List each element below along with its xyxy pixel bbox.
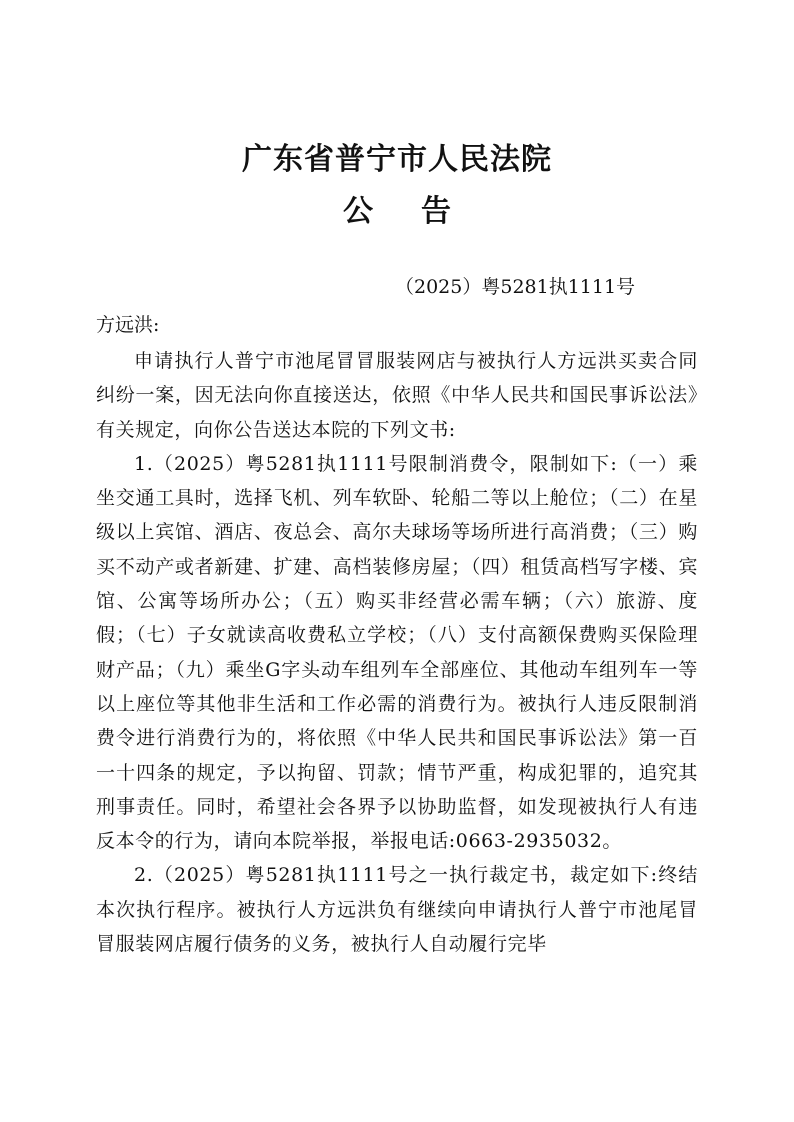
consumption-restriction-paragraph: 1.（2025）粤5281执1111号限制消费令，限制如下:（一）乘坐交通工具时，选择飞机、列车软卧、轮船二等以上舱位；（二）在星级以上宾馆、酒店、夜总会、高尔夫球场等场所进行高消费；（三）购买不动产或者新建、扩建、高档装修房屋；（四）租赁高档写字楼、宾馆、公寓等场所办公；（五）购买非经营必需车辆；（六）旅游、度假；（七）子女就读高收费私立学校；（八）支付高额保费购买保险理财产品；（九）乘坐G字头动车组列车全部座位、其他动车组列车一等以上座位等其他非生活和工作必需的消费行为。被执行人违反限制消费令进行消费行为的，将依照《中华人民共和国民事诉讼法》第一百一十四条的规定，予以拘留、罚款；情节严重，构成犯罪的，追究其刑事责任。同时，希望社会各界予以协助监督，如发现被执行人有违反本令的行为，请向本院举报，举报电话:0663-2935032。 <box>96 452 698 853</box>
document-type-title <box>0 192 794 232</box>
court-name-title: 广东省普宁市人民法院 <box>242 142 552 177</box>
intro-paragraph: 申请执行人普宁市池尾冒冒服装网店与被执行人方远洪买卖合同纠纷一案，因无法向你直接送达，依照《中华人民共和国民事诉讼法》有关规定，向你公告送达本院的下列文书: <box>96 350 698 441</box>
document-type-char-2: 告 <box>421 194 451 229</box>
execution-ruling-paragraph: 2.（2025）粤5281执1111号之一执行裁定书，裁定如下:终结本次执行程序。被执行人方远洪负有继续向申请执行人普宁市池尾冒冒服装网店履行债务的义务，被执行人自动履行完毕 <box>96 864 698 956</box>
document-type-char-1: 公 <box>343 194 373 229</box>
case-number: （2025）粤5281执1111号 <box>395 276 636 298</box>
announcement-body <box>96 344 698 961</box>
addressee: 方远洪: <box>96 314 160 336</box>
